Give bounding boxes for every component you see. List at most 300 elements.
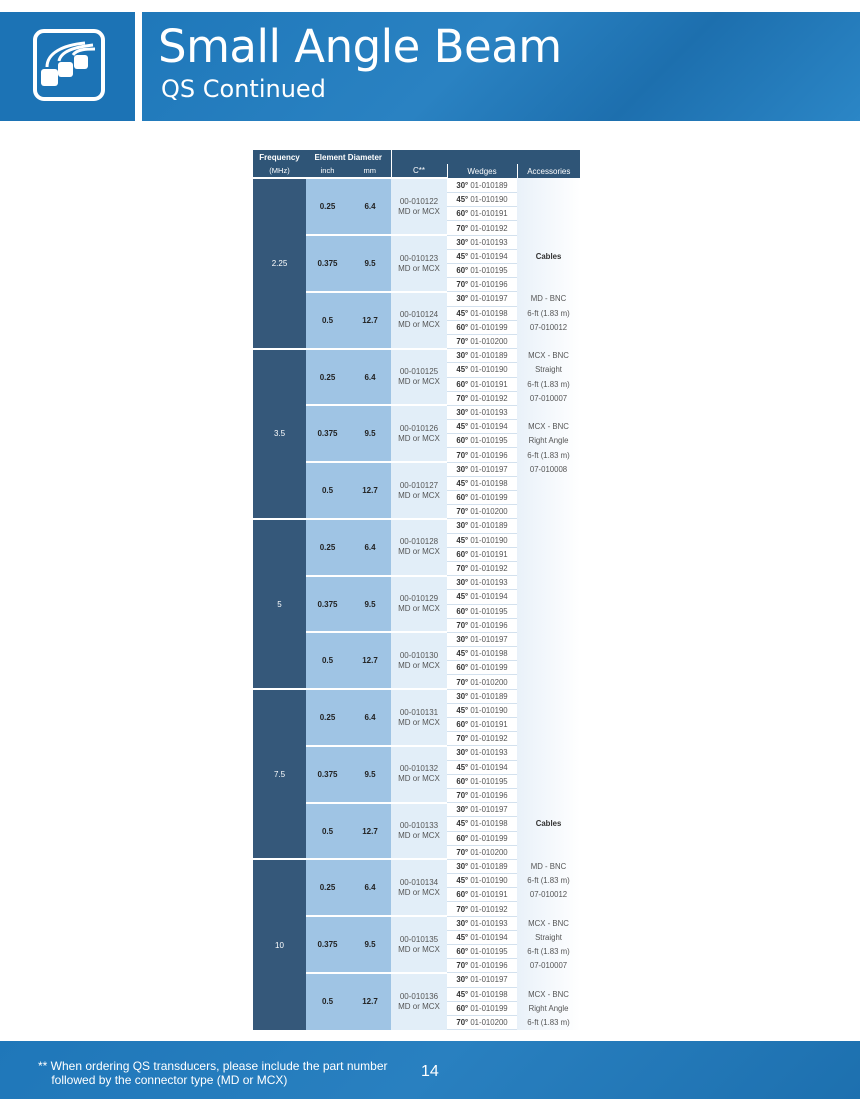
part-number-cell bbox=[391, 689, 447, 746]
accessory-cell bbox=[517, 703, 580, 717]
wedge-part-number: 01-010189 bbox=[470, 691, 508, 701]
accessory-cell: 07-010008 bbox=[517, 462, 580, 476]
wedge-angle: 60° bbox=[456, 833, 469, 843]
header-title-panel bbox=[142, 12, 860, 121]
part-number: 00-010136 bbox=[399, 991, 439, 1001]
wedge-part-number: 01-010189 bbox=[470, 521, 508, 531]
wedge-cell bbox=[447, 604, 517, 618]
diameter-inch-cell: 0.375 bbox=[306, 235, 349, 292]
accessory-cell bbox=[517, 547, 580, 561]
wedge-part-number: 01-010191 bbox=[470, 549, 508, 559]
accessory-cell bbox=[517, 973, 580, 987]
header-mm: mm bbox=[349, 164, 391, 178]
wedge-angle: 70° bbox=[456, 677, 469, 687]
wedge-cell bbox=[447, 732, 517, 746]
frequency-cell: 10 bbox=[253, 859, 306, 1029]
wedge-cell bbox=[447, 533, 517, 547]
wedge-angle: 60° bbox=[456, 322, 469, 332]
part-number: 00-010126 bbox=[399, 423, 439, 433]
wedge-part-number: 01-010200 bbox=[470, 1018, 508, 1028]
wedge-cell bbox=[447, 916, 517, 930]
diameter-inch-cell: 0.375 bbox=[306, 746, 349, 803]
wedge-cell bbox=[447, 888, 517, 902]
wedge-angle: 60° bbox=[456, 720, 469, 730]
diameter-mm-cell: 9.5 bbox=[349, 235, 391, 292]
wedge-cell bbox=[447, 703, 517, 717]
wedge-part-number: 01-010193 bbox=[470, 918, 508, 928]
part-number-cell bbox=[391, 349, 447, 406]
accessory-cell bbox=[517, 235, 580, 249]
wedge-angle: 60° bbox=[456, 493, 469, 503]
wedge-part-number: 01-010198 bbox=[470, 478, 508, 488]
wedge-part-number: 01-010190 bbox=[470, 535, 508, 545]
connector-type: MD or MCX bbox=[398, 320, 440, 330]
wedge-angle: 70° bbox=[456, 223, 469, 233]
accessory-cell: 6-ft (1.83 m) bbox=[517, 306, 580, 320]
connector-type: MD or MCX bbox=[398, 206, 440, 216]
wedge-cell bbox=[447, 561, 517, 575]
accessory-cell: MCX - BNC bbox=[517, 916, 580, 930]
wedge-part-number: 01-010194 bbox=[470, 592, 508, 602]
accessory-cell: Right Angle bbox=[517, 434, 580, 448]
wedge-part-number: 01-010195 bbox=[470, 947, 508, 957]
page-header bbox=[0, 12, 860, 121]
diameter-inch-cell: 0.25 bbox=[306, 689, 349, 746]
accessory-cell bbox=[517, 476, 580, 490]
wedge-part-number: 01-010198 bbox=[470, 649, 508, 659]
wedge-angle: 30° bbox=[456, 351, 469, 361]
diameter-mm-cell: 6.4 bbox=[349, 689, 391, 746]
wedge-angle: 30° bbox=[456, 521, 469, 531]
wedge-angle: 70° bbox=[456, 961, 469, 971]
diameter-mm-cell: 6.4 bbox=[349, 178, 391, 235]
connector-type: MD or MCX bbox=[398, 433, 440, 443]
wedge-part-number: 01-010191 bbox=[470, 890, 508, 900]
wedge-angle: 45° bbox=[456, 762, 469, 772]
wedge-angle: 70° bbox=[456, 393, 469, 403]
wedge-cell bbox=[447, 377, 517, 391]
wedge-part-number: 01-010191 bbox=[470, 720, 508, 730]
wedge-part-number: 01-010195 bbox=[470, 436, 508, 446]
wedge-angle: 45° bbox=[456, 705, 469, 715]
wedge-part-number: 01-010196 bbox=[470, 961, 508, 971]
wedge-angle: 45° bbox=[456, 422, 469, 432]
diameter-inch-cell: 0.375 bbox=[306, 576, 349, 633]
wedge-angle: 30° bbox=[456, 578, 469, 588]
wedge-part-number: 01-010195 bbox=[470, 266, 508, 276]
wedge-part-number: 01-010200 bbox=[470, 847, 508, 857]
part-number: 00-010127 bbox=[399, 480, 439, 490]
wedge-angle: 30° bbox=[456, 748, 469, 758]
wedge-angle: 45° bbox=[456, 649, 469, 659]
wedge-angle: 45° bbox=[456, 478, 469, 488]
connector-type: MD or MCX bbox=[398, 660, 440, 670]
wedge-part-number: 01-010199 bbox=[470, 663, 508, 673]
accessory-cell bbox=[517, 519, 580, 533]
header-wedges: Wedges bbox=[447, 164, 517, 178]
part-number: 00-010128 bbox=[399, 537, 439, 547]
diameter-inch-cell: 0.5 bbox=[306, 462, 349, 519]
accessory-cell bbox=[517, 661, 580, 675]
wedge-cell bbox=[447, 519, 517, 533]
wedge-cell bbox=[447, 618, 517, 632]
wedge-angle: 60° bbox=[456, 890, 469, 900]
wedge-cell bbox=[447, 491, 517, 505]
wedge-cell bbox=[447, 576, 517, 590]
part-number: 00-010125 bbox=[399, 367, 439, 376]
accessory-cell bbox=[517, 405, 580, 419]
table-row bbox=[253, 519, 580, 533]
wedge-part-number: 01-010190 bbox=[470, 365, 508, 375]
wedge-cell bbox=[447, 178, 517, 192]
accessory-cell bbox=[517, 675, 580, 689]
wedge-angle: 70° bbox=[456, 620, 469, 630]
connector-type: MD or MCX bbox=[398, 490, 440, 500]
frequency-cell: 2.25 bbox=[253, 178, 306, 348]
accessory-cell: 07-010012 bbox=[517, 320, 580, 334]
diameter-mm-cell: 12.7 bbox=[349, 632, 391, 689]
wedge-angle: 45° bbox=[456, 535, 469, 545]
accessory-cell bbox=[517, 774, 580, 788]
connector-type: MD or MCX bbox=[398, 774, 440, 784]
part-number-cell bbox=[391, 973, 447, 1030]
wedge-cell bbox=[447, 718, 517, 732]
accessory-cell: Right Angle bbox=[517, 1001, 580, 1015]
part-number-cell bbox=[391, 462, 447, 519]
wedge-part-number: 01-010189 bbox=[470, 861, 508, 871]
wedge-angle: 45° bbox=[456, 365, 469, 375]
part-number-cell bbox=[391, 916, 447, 973]
wedge-angle: 30° bbox=[456, 861, 469, 871]
header-logo-panel bbox=[0, 12, 135, 121]
part-number-cell bbox=[391, 632, 447, 689]
wedge-part-number: 01-010197 bbox=[470, 464, 508, 474]
accessory-cell bbox=[517, 561, 580, 575]
accessory-cell: MD - BNC bbox=[517, 292, 580, 306]
wedge-cell bbox=[447, 689, 517, 703]
frequency-cell: 5 bbox=[253, 519, 306, 689]
accessory-cell bbox=[517, 533, 580, 547]
part-number-cell bbox=[391, 746, 447, 803]
accessory-cell bbox=[517, 902, 580, 916]
wedge-part-number: 01-010197 bbox=[470, 805, 508, 815]
specification-table bbox=[253, 150, 580, 1030]
wedge-cell bbox=[447, 647, 517, 661]
diameter-mm-cell: 12.7 bbox=[349, 973, 391, 1030]
wedge-cell bbox=[447, 207, 517, 221]
transducer-cables-icon bbox=[33, 29, 105, 101]
wedge-cell bbox=[447, 845, 517, 859]
wedge-part-number: 01-010194 bbox=[470, 762, 508, 772]
wedge-cell bbox=[447, 249, 517, 263]
wedge-cell bbox=[447, 363, 517, 377]
header-inch: inch bbox=[306, 164, 349, 178]
header-frequency: Frequency bbox=[253, 150, 306, 164]
wedge-angle: 70° bbox=[456, 847, 469, 857]
accessory-cell bbox=[517, 689, 580, 703]
wedge-cell bbox=[447, 746, 517, 760]
accessory-cell bbox=[517, 278, 580, 292]
wedge-angle: 70° bbox=[456, 507, 469, 517]
accessory-cell: 6-ft (1.83 m) bbox=[517, 945, 580, 959]
wedge-cell bbox=[447, 420, 517, 434]
wedge-part-number: 01-010195 bbox=[470, 776, 508, 786]
wedge-part-number: 01-010193 bbox=[470, 407, 508, 417]
diameter-mm-cell: 9.5 bbox=[349, 916, 391, 973]
wedge-cell bbox=[447, 391, 517, 405]
part-number: 00-010123 bbox=[399, 253, 439, 263]
wedge-angle: 60° bbox=[456, 549, 469, 559]
wedge-part-number: 01-010192 bbox=[470, 223, 508, 233]
accessory-cell: MCX - BNC bbox=[517, 420, 580, 434]
part-number-cell bbox=[391, 576, 447, 633]
wedge-cell bbox=[447, 973, 517, 987]
part-number-cell bbox=[391, 859, 447, 916]
wedge-angle: 60° bbox=[456, 266, 469, 276]
wedge-cell bbox=[447, 831, 517, 845]
connector-type: MD or MCX bbox=[398, 887, 440, 897]
wedge-part-number: 01-010191 bbox=[470, 209, 508, 219]
wedge-angle: 30° bbox=[456, 407, 469, 417]
wedge-angle: 60° bbox=[456, 209, 469, 219]
header-c: C** bbox=[391, 164, 447, 178]
accessory-cell: Cables bbox=[517, 249, 580, 263]
header-accessories: Accessories bbox=[517, 164, 580, 178]
wedge-cell bbox=[447, 221, 517, 235]
wedge-angle: 60° bbox=[456, 947, 469, 957]
accessory-cell: Straight bbox=[517, 363, 580, 377]
table-row bbox=[253, 859, 580, 873]
wedge-cell bbox=[447, 874, 517, 888]
wedge-cell bbox=[447, 930, 517, 944]
wedge-angle: 45° bbox=[456, 251, 469, 261]
page-subtitle: QS Continued bbox=[161, 75, 326, 103]
wedge-part-number: 01-010196 bbox=[470, 280, 508, 290]
table-row bbox=[253, 178, 580, 192]
wedge-cell bbox=[447, 462, 517, 476]
wedge-cell bbox=[447, 902, 517, 916]
accessory-cell: 6-ft (1.83 m) bbox=[517, 377, 580, 391]
wedge-cell bbox=[447, 292, 517, 306]
diameter-mm-cell: 9.5 bbox=[349, 405, 391, 462]
frequency-cell: 7.5 bbox=[253, 689, 306, 859]
diameter-mm-cell: 9.5 bbox=[349, 746, 391, 803]
diameter-mm-cell: 6.4 bbox=[349, 519, 391, 576]
connector-type: MD or MCX bbox=[398, 717, 440, 727]
diameter-inch-cell: 0.5 bbox=[306, 973, 349, 1030]
accessory-cell bbox=[517, 803, 580, 817]
diameter-mm-cell: 9.5 bbox=[349, 576, 391, 633]
accessory-cell: MCX - BNC bbox=[517, 987, 580, 1001]
connector-type: MD or MCX bbox=[398, 944, 440, 954]
wedge-angle: 30° bbox=[456, 237, 469, 247]
wedge-part-number: 01-010199 bbox=[470, 322, 508, 332]
wedge-part-number: 01-010198 bbox=[470, 989, 508, 999]
wedge-part-number: 01-010193 bbox=[470, 578, 508, 588]
wedge-cell bbox=[447, 264, 517, 278]
part-number: 00-010124 bbox=[399, 310, 439, 320]
wedge-cell bbox=[447, 774, 517, 788]
part-number: 00-010133 bbox=[399, 821, 439, 830]
wedge-part-number: 01-010200 bbox=[470, 507, 508, 517]
wedge-cell bbox=[447, 235, 517, 249]
wedge-cell bbox=[447, 661, 517, 675]
accessory-cell bbox=[517, 505, 580, 519]
page-footer bbox=[0, 1041, 860, 1099]
wedge-part-number: 01-010192 bbox=[470, 393, 508, 403]
accessory-cell bbox=[517, 746, 580, 760]
wedge-angle: 60° bbox=[456, 436, 469, 446]
part-number-cell bbox=[391, 235, 447, 292]
accessory-cell: 6-ft (1.83 m) bbox=[517, 448, 580, 462]
wedge-part-number: 01-010192 bbox=[470, 564, 508, 574]
wedge-part-number: 01-010193 bbox=[470, 748, 508, 758]
diameter-mm-cell: 12.7 bbox=[349, 803, 391, 860]
wedge-part-number: 01-010199 bbox=[470, 1003, 508, 1013]
wedge-cell bbox=[447, 803, 517, 817]
header-element-diameter: Element Diameter bbox=[306, 150, 391, 164]
wedge-part-number: 01-010192 bbox=[470, 734, 508, 744]
wedge-angle: 30° bbox=[456, 805, 469, 815]
diameter-mm-cell: 12.7 bbox=[349, 462, 391, 519]
accessory-cell bbox=[517, 632, 580, 646]
wedge-cell bbox=[447, 547, 517, 561]
wedge-angle: 70° bbox=[456, 337, 469, 347]
diameter-inch-cell: 0.5 bbox=[306, 632, 349, 689]
wedge-angle: 60° bbox=[456, 379, 469, 389]
diameter-mm-cell: 6.4 bbox=[349, 349, 391, 406]
wedge-cell bbox=[447, 448, 517, 462]
wedge-part-number: 01-010197 bbox=[470, 975, 508, 985]
wedge-angle: 70° bbox=[456, 280, 469, 290]
diameter-inch-cell: 0.5 bbox=[306, 803, 349, 860]
wedge-part-number: 01-010190 bbox=[470, 195, 508, 205]
accessory-cell: 6-ft (1.83 m) bbox=[517, 1015, 580, 1029]
accessory-cell bbox=[517, 334, 580, 348]
wedge-cell bbox=[447, 334, 517, 348]
wedge-part-number: 01-010192 bbox=[470, 904, 508, 914]
wedge-angle: 70° bbox=[456, 734, 469, 744]
connector-type: MD or MCX bbox=[398, 604, 440, 613]
wedge-cell bbox=[447, 760, 517, 774]
diameter-inch-cell: 0.25 bbox=[306, 859, 349, 916]
wedge-part-number: 01-010195 bbox=[470, 606, 508, 616]
frequency-cell: 3.5 bbox=[253, 349, 306, 519]
wedge-angle: 30° bbox=[456, 464, 469, 474]
wedge-part-number: 01-010194 bbox=[470, 422, 508, 432]
wedge-angle: 30° bbox=[456, 691, 469, 701]
wedge-part-number: 01-010197 bbox=[470, 634, 508, 644]
wedge-cell bbox=[447, 945, 517, 959]
accessory-cell bbox=[517, 732, 580, 746]
wedge-part-number: 01-010199 bbox=[470, 493, 508, 503]
wedge-cell bbox=[447, 675, 517, 689]
wedge-cell bbox=[447, 405, 517, 419]
accessory-cell bbox=[517, 831, 580, 845]
page-number: 14 bbox=[421, 1063, 439, 1080]
wedge-cell bbox=[447, 788, 517, 802]
connector-type: MD or MCX bbox=[398, 547, 440, 557]
accessory-cell bbox=[517, 760, 580, 774]
wedge-angle: 30° bbox=[456, 918, 469, 928]
diameter-inch-cell: 0.25 bbox=[306, 178, 349, 235]
wedge-part-number: 01-010198 bbox=[470, 819, 508, 829]
wedge-angle: 70° bbox=[456, 564, 469, 574]
part-number-cell bbox=[391, 803, 447, 860]
accessory-cell: Cables bbox=[517, 817, 580, 831]
wedge-angle: 70° bbox=[456, 904, 469, 914]
wedge-cell bbox=[447, 306, 517, 320]
wedge-angle: 70° bbox=[456, 1018, 469, 1028]
wedge-cell bbox=[447, 1015, 517, 1029]
wedge-part-number: 01-010197 bbox=[470, 294, 508, 304]
wedge-cell bbox=[447, 349, 517, 363]
accessory-cell bbox=[517, 718, 580, 732]
accessory-cell bbox=[517, 264, 580, 278]
accessory-cell: MCX - BNC bbox=[517, 349, 580, 363]
wedge-part-number: 01-010199 bbox=[470, 833, 508, 843]
wedge-cell bbox=[447, 434, 517, 448]
part-number: 00-010132 bbox=[399, 764, 439, 774]
accessory-cell bbox=[517, 491, 580, 505]
wedge-part-number: 01-010194 bbox=[470, 251, 508, 261]
connector-type: MD or MCX bbox=[398, 831, 440, 840]
diameter-inch-cell: 0.375 bbox=[306, 916, 349, 973]
wedge-angle: 30° bbox=[456, 634, 469, 644]
wedge-cell bbox=[447, 959, 517, 973]
diameter-inch-cell: 0.25 bbox=[306, 349, 349, 406]
wedge-cell bbox=[447, 859, 517, 873]
wedge-angle: 30° bbox=[456, 180, 469, 190]
wedge-angle: 45° bbox=[456, 932, 469, 942]
accessory-cell bbox=[517, 193, 580, 207]
header-frequency-unit: (MHz) bbox=[253, 164, 306, 178]
wedge-angle: 60° bbox=[456, 1003, 469, 1013]
diameter-mm-cell: 12.7 bbox=[349, 292, 391, 349]
wedge-cell bbox=[447, 320, 517, 334]
wedge-part-number: 01-010196 bbox=[470, 620, 508, 630]
wedge-angle: 60° bbox=[456, 663, 469, 673]
wedge-part-number: 01-010193 bbox=[470, 237, 508, 247]
wedge-cell bbox=[447, 193, 517, 207]
part-number: 00-010135 bbox=[399, 934, 439, 944]
wedge-cell bbox=[447, 278, 517, 292]
part-number: 00-010131 bbox=[399, 707, 439, 717]
accessory-cell bbox=[517, 647, 580, 661]
wedge-cell bbox=[447, 476, 517, 490]
wedge-angle: 45° bbox=[456, 989, 469, 999]
part-number-cell bbox=[391, 519, 447, 576]
accessory-cell: 07-010007 bbox=[517, 959, 580, 973]
wedge-part-number: 01-010190 bbox=[470, 705, 508, 715]
wedge-part-number: 01-010194 bbox=[470, 932, 508, 942]
connector-type: MD or MCX bbox=[398, 1001, 440, 1011]
accessory-cell: 07-010012 bbox=[517, 888, 580, 902]
accessory-cell: Straight bbox=[517, 930, 580, 944]
part-number-cell bbox=[391, 178, 447, 235]
wedge-part-number: 01-010196 bbox=[470, 791, 508, 801]
table-row bbox=[253, 689, 580, 703]
wedge-angle: 30° bbox=[456, 294, 469, 304]
wedge-part-number: 01-010196 bbox=[470, 450, 508, 460]
wedge-angle: 45° bbox=[456, 876, 469, 886]
wedge-part-number: 01-010191 bbox=[470, 379, 508, 389]
wedge-part-number: 01-010189 bbox=[470, 351, 508, 361]
wedge-angle: 70° bbox=[456, 450, 469, 460]
wedge-cell bbox=[447, 987, 517, 1001]
part-number: 00-010122 bbox=[399, 196, 439, 206]
accessory-cell bbox=[517, 207, 580, 221]
